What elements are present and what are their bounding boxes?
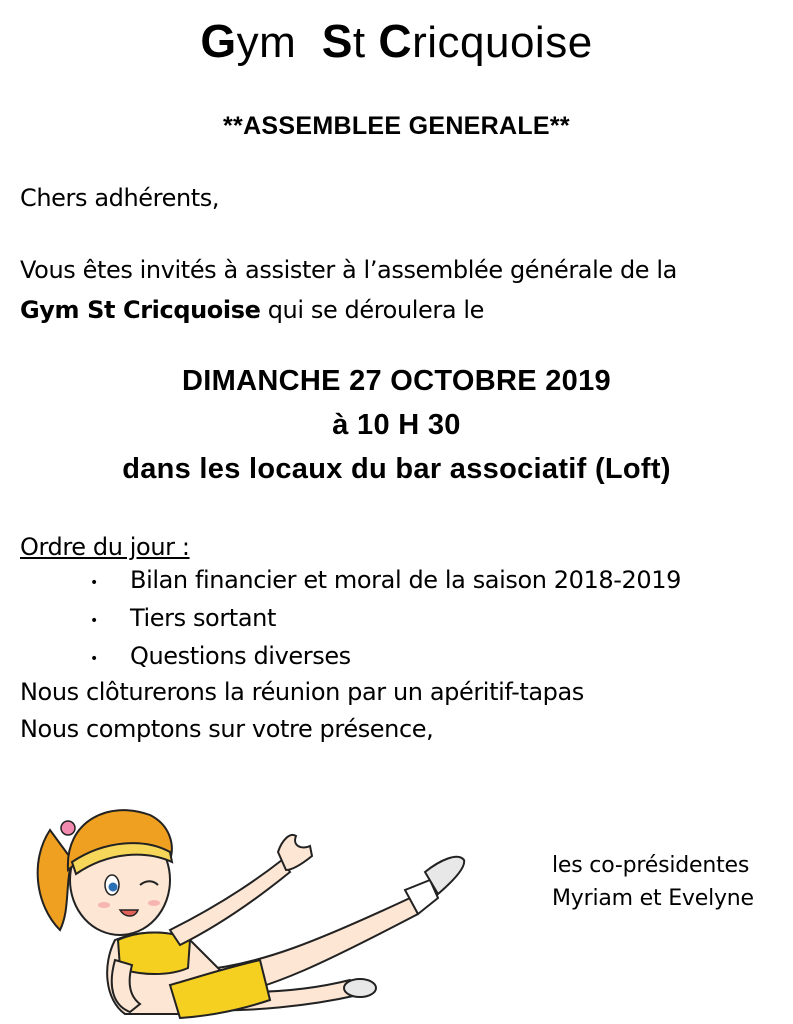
hair-tie	[61, 821, 75, 835]
title-part-ym: ym	[236, 18, 322, 67]
arm-raised	[170, 860, 290, 945]
title-part-ricquoise: ricquoise	[412, 18, 593, 67]
title-letter-c: C	[378, 15, 413, 67]
event-date: DIMANCHE 27 OCTOBRE 2019	[182, 365, 611, 397]
invitation-line-1: Vous êtes invités à assister à l’assemblée générale de la	[20, 256, 677, 284]
club-title	[0, 14, 793, 68]
bullet-icon: •	[90, 575, 99, 591]
cheek	[98, 902, 110, 908]
closing-line-1: Nous clôturerons la réunion par un apéritif-tapas	[20, 678, 584, 706]
invitation-line-2	[20, 296, 484, 324]
agenda-item: Bilan financier et moral de la saison 2018-2019	[130, 566, 682, 594]
cheek	[148, 900, 160, 906]
hand-icon	[278, 835, 312, 870]
event-place: dans les locaux du bar associatif (Loft)	[122, 453, 671, 485]
bullet-icon: •	[90, 651, 99, 667]
pupil	[109, 883, 118, 892]
title-letter-g: G	[200, 15, 237, 67]
invitation-line-2-rest: qui se déroulera le	[260, 296, 485, 324]
title-letter-s: S	[321, 15, 353, 67]
title-part-t: t	[352, 18, 379, 67]
ponytail	[38, 830, 72, 930]
closing-line-2: Nous comptons sur votre présence,	[20, 715, 434, 743]
bullet-icon: •	[90, 613, 99, 629]
event-time: à 10 H 30	[332, 409, 461, 441]
gym-girl-illustration	[20, 790, 470, 1020]
organization-name: Gym St Cricquoise	[20, 296, 261, 324]
signature-role: les co-présidentes	[552, 853, 750, 878]
assembly-heading: **ASSEMBLEE GENERALE**	[223, 112, 570, 140]
agenda-item: Questions diverses	[130, 642, 351, 670]
agenda-item: Tiers sortant	[130, 604, 276, 632]
agenda-heading: Ordre du jour :	[20, 533, 190, 561]
shoe-icon	[344, 979, 376, 997]
greeting: Chers adhérents,	[20, 184, 220, 212]
signature-names: Myriam et Evelyne	[552, 886, 754, 911]
